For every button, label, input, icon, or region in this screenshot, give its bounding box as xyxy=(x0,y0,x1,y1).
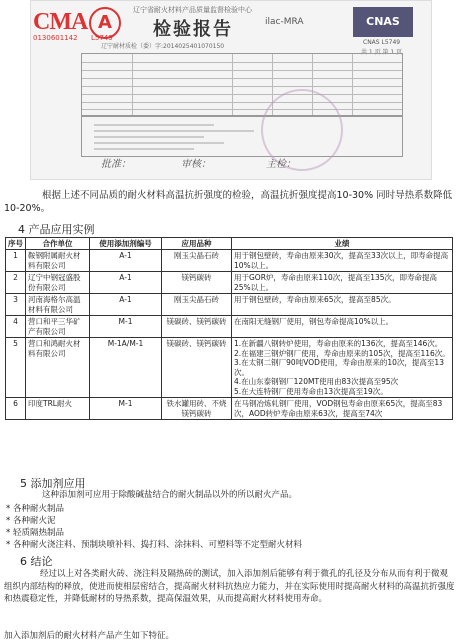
cell-product: 铁水罐用砖、不烧镁钙碳砖 xyxy=(162,398,232,420)
header-product: 应用品种 xyxy=(162,238,232,250)
bullet-item: * 各种耐火制品 xyxy=(6,504,64,514)
conclusion-last-line: 加入添加剂后的耐火材料产品产生如下特征。 xyxy=(4,631,175,641)
signature-inspect: 主检： xyxy=(266,159,296,170)
cell-performance: 在马钢冶炼轧钢厂使用，VOD钢包寿命由原来65次，提高至83次，AOD转炉寿命由原来63次，提高至74次 xyxy=(232,398,453,420)
cnas-number: CNAS L5749 xyxy=(363,39,401,46)
section-4-title: 4 产品应用实例 xyxy=(18,223,95,236)
cma-logo: CMA xyxy=(33,9,88,35)
section-5-intro: 这种添加剂可应用于除酸碱盐结合的耐火制品以外的所以耐火产品。 xyxy=(42,490,298,500)
header-partner: 合作单位 xyxy=(26,238,90,250)
table-row xyxy=(6,294,453,316)
cell-partner: 印度TRL耐火 xyxy=(26,398,90,420)
cell-partner: 辽宁中钢冠盛股份有限公司 xyxy=(26,272,90,294)
cnas-logo: CNAS xyxy=(353,7,413,37)
cell-product: 镁钙碳砖 xyxy=(162,272,232,294)
cell-performance: 用于钢包壁砖，寿命由原来30次，提高至33次以上，即寿命提高10%以上。 xyxy=(232,250,453,272)
bullet-item: * 各种耐火泥 xyxy=(6,516,56,526)
ilac-logo: ilac-MRA xyxy=(265,17,304,27)
cell-performance: 1.在新疆八钢转炉使用，寿命由原来的136次，提高至146次。 2.在福建三钢炉钢厂使用，寿命由原来的105次，提高至116次。 3.在太钢二钢厂90吨VOD使用，寿命由原来的10次，提高至13次。 4.在山东泰钢钢厂120MT使用由83次提高至95次 5.在大连特钢厂使用寿命由13次提高至19次。 xyxy=(232,338,453,398)
table-row xyxy=(6,338,453,398)
cell-product: 镁碳砖、镁钙碳砖 xyxy=(162,316,232,338)
cell-product: 刚玉尖晶石砖 xyxy=(162,294,232,316)
test-report-image xyxy=(30,0,432,180)
report-notes xyxy=(81,115,403,157)
cell-performance: 用于GOR炉，寿命由原来110次，提高至135次，即寿命提高25%以上。 xyxy=(232,272,453,294)
table-row xyxy=(6,272,453,294)
bullet-item: * 轻质隔热制品 xyxy=(6,528,64,538)
cell-product: 刚玉尖晶石砖 xyxy=(162,250,232,272)
cell-additive: M-1 xyxy=(90,316,162,338)
cma-number: 0130601142 xyxy=(33,34,78,42)
signature-review: 审核： xyxy=(181,159,211,170)
cell-additive: M-1 xyxy=(90,398,162,420)
cell-performance: 在南阳无缝钢厂使用，钢包寿命提高10%以上。 xyxy=(232,316,453,338)
cell-additive: A-1 xyxy=(90,250,162,272)
table-row xyxy=(6,316,453,338)
report-title: 检验报告 xyxy=(153,19,233,39)
cell-partner: 营口和鸿耐火材料有限公司 xyxy=(26,338,90,398)
cell-no: 6 xyxy=(6,398,26,420)
report-number: 辽宁耐材质检（委）字:2014025401070150 xyxy=(101,43,225,50)
cell-no: 4 xyxy=(6,316,26,338)
cell-additive: M-1A/M-1 xyxy=(90,338,162,398)
cell-partner: 营口和平三华矿产有限公司 xyxy=(26,316,90,338)
section-6-title: 6 结论 xyxy=(20,555,53,568)
header-no: 序号 xyxy=(6,238,26,250)
header-performance: 业绩 xyxy=(232,238,453,250)
cell-partner: 河南海格尔高温材料有限公司 xyxy=(26,294,90,316)
table-row xyxy=(6,250,453,272)
table-row xyxy=(6,398,453,420)
cell-product: 镁碳砖、镁钙碳砖 xyxy=(162,338,232,398)
section-5-title: 5 添加剂应用 xyxy=(20,477,86,490)
cal-number: L5749 xyxy=(91,34,113,42)
application-table xyxy=(5,237,453,420)
report-data-table xyxy=(81,53,403,117)
signature-approve: 批准： xyxy=(101,159,131,170)
conclusion-paragraph: 经过以上对各类耐火砖、浇注料及隔热砖的测试，加入添加剂后能够有利于微孔的孔径及分布从而有利于微观组织内部结构的释放，使进而使相层密结合，提高耐火材料抗热应力能力，并在实际使用时提高耐火材料的高温抗折强度和热震稳定性，并降低耐材的导热系数，提高保温效果，从而提高耐火材料使用寿命。 xyxy=(4,569,455,604)
report-page: 共 1 页 第 1 页 xyxy=(361,49,403,56)
report-org: 辽宁省耐火材料产品质量监督检验中心 xyxy=(133,6,252,14)
cell-no: 1 xyxy=(6,250,26,272)
cell-no: 2 xyxy=(6,272,26,294)
cell-partner: 鞍钢附属耐火材料有限公司 xyxy=(26,250,90,272)
table-header-row xyxy=(6,238,453,250)
cal-logo: A xyxy=(89,7,121,39)
header-additive: 使用添加剂编号 xyxy=(90,238,162,250)
bullet-item: * 各种耐火浇注料、预制块喷补料、捣打料、涂抹料、可塑料等不定型耐火材料 xyxy=(6,540,302,550)
report-header xyxy=(33,3,429,46)
cell-additive: A-1 xyxy=(90,294,162,316)
cell-performance: 用于钢包壁砖，寿命由原来65次，提高至85次。 xyxy=(232,294,453,316)
cell-no: 3 xyxy=(6,294,26,316)
cell-additive: A-1 xyxy=(90,272,162,294)
cell-no: 5 xyxy=(6,338,26,398)
intro-paragraph: 根据上述不同品质的耐火材料高温抗折强度的检验，高温抗折强度提高10-30% 同时导热系数降低10-20%。 xyxy=(4,190,453,214)
